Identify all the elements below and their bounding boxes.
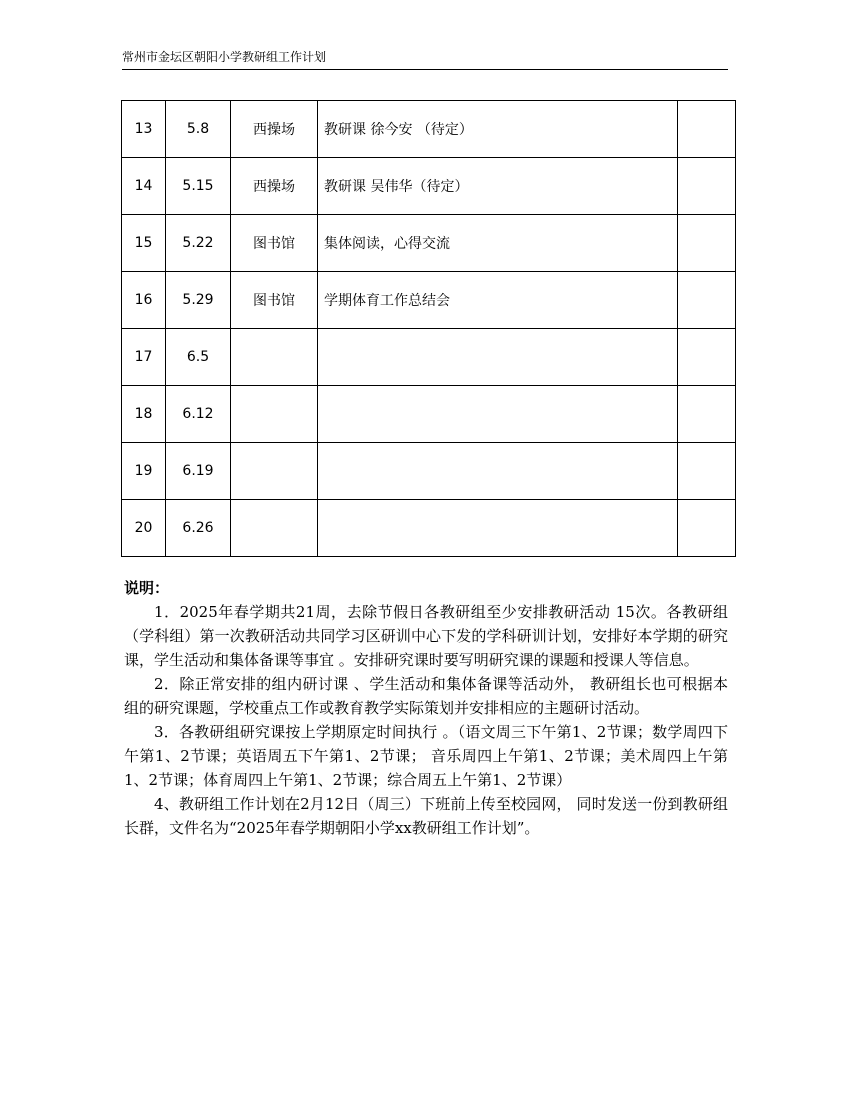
cell-content: [318, 329, 678, 386]
cell-no: 16: [122, 272, 166, 329]
cell-place: 图书馆: [231, 272, 318, 329]
cell-place: 西操场: [231, 158, 318, 215]
note-item-4: 4、教研组工作计划在2月12日（周三）下班前上传至校园网， 同时发送一份到教研组长群，文件名为“2025年春学期朝阳小学xx教研组工作计划”。: [124, 795, 728, 837]
cell-content: [318, 443, 678, 500]
cell-note: [678, 329, 736, 386]
cell-place: [231, 443, 318, 500]
cell-content: 集体阅读，心得交流: [318, 215, 678, 272]
note-item-1: 1．2025年春学期共21周，去除节假日各教研组至少安排教研活动 15次。各教研组（学科组）第一次教研活动共同学习区研训中心下发的学科研训计划，安排好本学期的研究课，学生活动和集体备课等事宜 。安排研究课时要写明研究课的课题和授课人等信息。: [124, 603, 728, 669]
table-row: [122, 500, 736, 557]
table-row: [122, 443, 736, 500]
cell-date: 5.15: [166, 158, 231, 215]
cell-note: [678, 101, 736, 158]
cell-date: 6.5: [166, 329, 231, 386]
cell-date: 6.26: [166, 500, 231, 557]
page-header: [122, 48, 728, 70]
cell-date: 5.22: [166, 215, 231, 272]
cell-place: [231, 329, 318, 386]
cell-note: [678, 215, 736, 272]
cell-note: [678, 500, 736, 557]
cell-no: 13: [122, 101, 166, 158]
note-item-3: 3．各教研组研究课按上学期原定时间执行 。（语文周三下午第1、2节课；数学周四下午第1、2节课；英语周五下午第1、2节课； 音乐周四上午第1、2节课；美术周四上午第1、2节课；体育周四上午第1、2节课；综合周五上午第1、2节课）: [124, 723, 728, 789]
cell-no: 20: [122, 500, 166, 557]
cell-date: 5.8: [166, 101, 231, 158]
cell-content: 教研课 徐今安 （待定）: [318, 101, 678, 158]
cell-note: [678, 158, 736, 215]
cell-note: [678, 443, 736, 500]
cell-content: 教研课 吴伟华（待定）: [318, 158, 678, 215]
table-row: [122, 329, 736, 386]
cell-no: 19: [122, 443, 166, 500]
cell-note: [678, 272, 736, 329]
cell-place: 图书馆: [231, 215, 318, 272]
schedule-table: [121, 100, 736, 557]
table-row: [122, 386, 736, 443]
cell-no: 18: [122, 386, 166, 443]
cell-place: [231, 386, 318, 443]
cell-place: [231, 500, 318, 557]
cell-no: 17: [122, 329, 166, 386]
cell-no: 14: [122, 158, 166, 215]
cell-date: 6.19: [166, 443, 231, 500]
notes-section: [124, 576, 728, 840]
note-item-2: 2．除正常安排的组内研讨课 、学生活动和集体备课等活动外， 教研组长也可根据本组的研究课题，学校重点工作或教育教学实际策划并安排相应的主题研讨活动。: [124, 675, 728, 717]
table-row: [122, 215, 736, 272]
cell-date: 6.12: [166, 386, 231, 443]
table-row: [122, 101, 736, 158]
header-title: 常州市金坛区朝阳小学教研组工作计划: [122, 50, 327, 64]
table-row: [122, 158, 736, 215]
table-row: [122, 272, 736, 329]
cell-content: 学期体育工作总结会: [318, 272, 678, 329]
cell-content: [318, 500, 678, 557]
notes-title: 说明：: [124, 579, 170, 597]
cell-place: 西操场: [231, 101, 318, 158]
cell-content: [318, 386, 678, 443]
cell-no: 15: [122, 215, 166, 272]
cell-date: 5.29: [166, 272, 231, 329]
cell-note: [678, 386, 736, 443]
